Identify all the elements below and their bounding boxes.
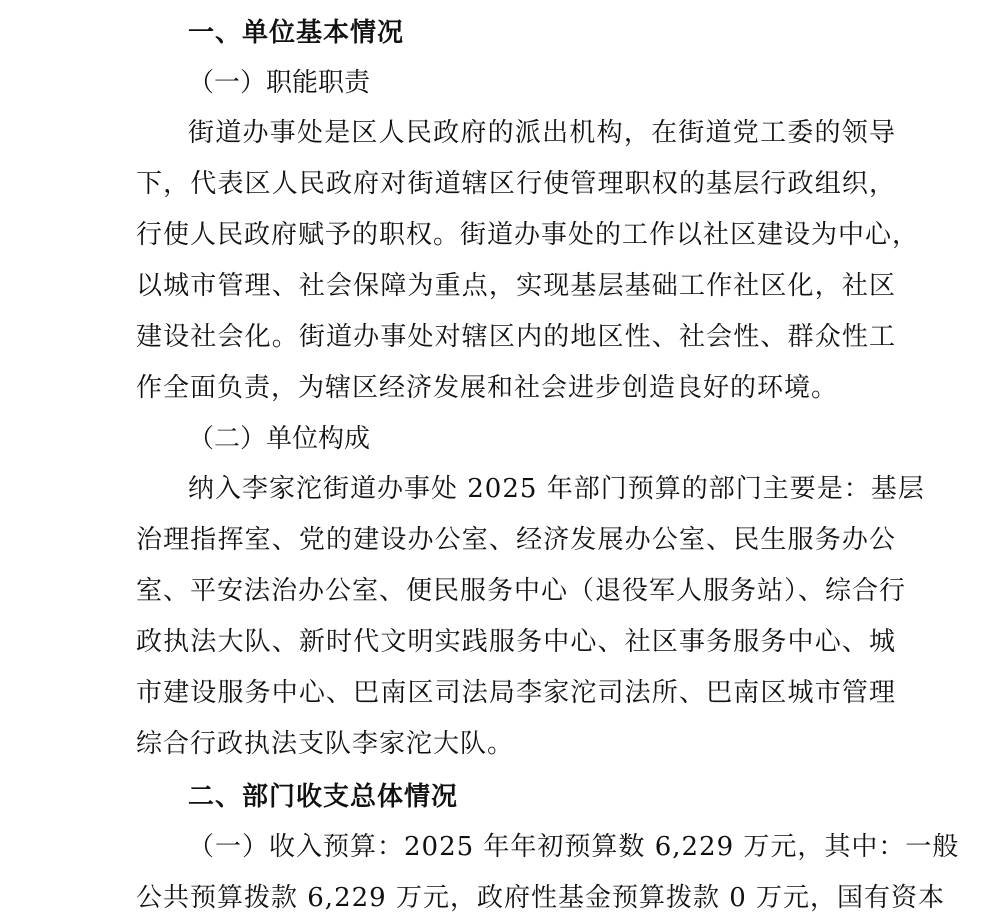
paragraph-line: 政执法大队、新时代文明实践服务中心、社区事务服务中心、城 — [136, 627, 896, 657]
subsection-heading-text: （一）职能职责 — [188, 68, 371, 98]
paragraph-line: 作全面负责，为辖区经济发展和社会进步创造良好的环境。 — [136, 373, 839, 403]
paragraph-line: 行使人民政府赋予的职权。街道办事处的工作以社区建设为中心， — [136, 220, 920, 250]
paragraph-line: 以城市管理、社会保障为重点，实现基层基础工作社区化，社区 — [136, 271, 896, 301]
paragraph-line: 街道办事处是区人民政府的派出机构，在街道党工委的领导 — [188, 118, 896, 148]
paragraph-composition — [136, 464, 925, 770]
paragraph-line: 下，代表区人民政府对街道辖区行使管理职权的基层行政组织， — [136, 169, 896, 199]
paragraph-line: 市建设服务中心、巴南区司法局李家沱司法所、巴南区城市管理 — [136, 678, 896, 708]
section-heading-budget-overview: 二、部门收支总体情况 — [188, 782, 459, 812]
paragraph-line: 建设社会化。街道办事处对辖区内的地区性、社会性、群众性工 — [136, 322, 896, 352]
paragraph-line: 综合行政执法支队李家沱大队。 — [136, 729, 515, 759]
subsection-heading-functions — [136, 58, 896, 108]
paragraph-line: （一）收入预算：2025 年年初预算数 6,229 万元，其中：一般 — [188, 832, 960, 862]
paragraph-line: 治理指挥室、党的建设办公室、经济发展办公室、民生服务办公 — [136, 525, 896, 555]
paragraph-line: 纳入李家沱街道办事处 2025 年部门预算的部门主要是：基层 — [188, 474, 925, 504]
subsection-heading-composition — [136, 414, 896, 464]
section-heading-unit-basic-info: 一、单位基本情况 — [188, 18, 405, 48]
paragraph-line: 公共预算拨款 6,229 万元，政府性基金预算拨款 0 万元，国有资本 — [136, 883, 946, 913]
paragraph-functions — [136, 108, 920, 414]
subsection-heading-text: （二）单位构成 — [188, 424, 371, 454]
document-page — [136, 8, 960, 924]
paragraph-line: 室、平安法治办公室、便民服务中心（退役军人服务站）、综合行 — [136, 576, 907, 606]
